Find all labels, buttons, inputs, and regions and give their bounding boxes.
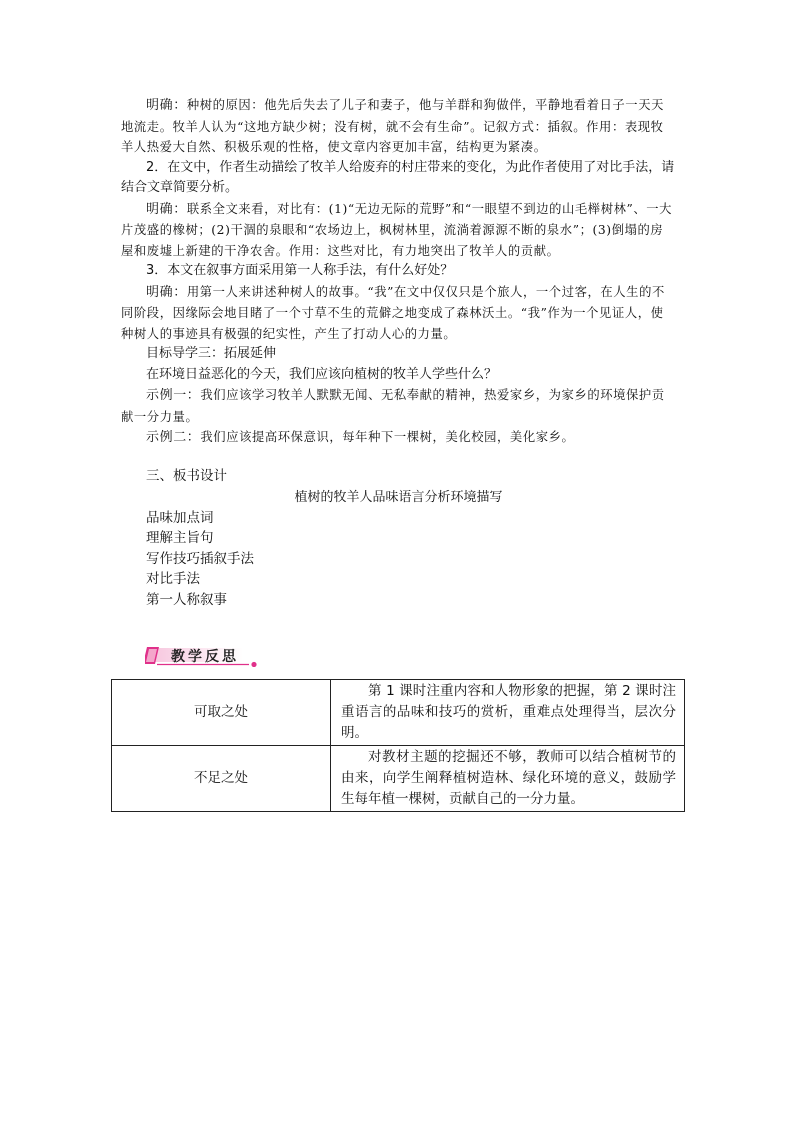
question-3: 3．本文在叙事方面采用第一人称手法，有什么好处？ <box>146 263 454 278</box>
board-center-line: 植树的牧羊人品味语言分析环境描写 <box>294 489 503 505</box>
row-label: 可取之处 <box>112 680 331 746</box>
row-text: 对教材主题的挖掘还不够，教师可以结合植树节的由来，向学生阐释植树造林、绿化环境的意义，鼓励学生每年植一棵树，贡献自己的一分力量。 <box>331 746 685 812</box>
example-label: 示例一： <box>146 388 201 403</box>
board-item: 对比手法 <box>146 571 200 587</box>
row-text: 第 1 课时注重内容和人物形象的把握，第 2 课时注重语言的品味和技巧的赏析，重难点处理得当，层次分明。 <box>331 680 685 746</box>
answer-label: 明确： <box>146 201 187 217</box>
example-label: 示例二： <box>146 430 201 445</box>
reflection-table <box>111 679 685 812</box>
question-2: 2．在文中，作者生动描绘了牧羊人给废弃的村庄带来的变化，为此作者使用了对比手法，请结合文章简要分析。 <box>121 159 675 195</box>
example-1 <box>121 385 676 427</box>
answer-text: 用第一人来讲述种树人的故事。“我”在文中仅仅只是个旅人，一个过客，在人生的不同阶段，因缘际会地目睹了一个寸草不生的荒僻之地变成了森林沃土。“我”作为一个见证人，使种树人的事迹具有极强的纪实性，产生了打动人心的力量。 <box>121 284 665 341</box>
example-text: 我们应该提高环保意识，每年种下一棵树，美化校园，美化家乡。 <box>200 430 575 444</box>
board-item: 理解主旨句 <box>146 530 214 546</box>
table-row <box>112 746 685 812</box>
row-label: 不足之处 <box>112 746 331 812</box>
q3-answer <box>121 282 676 345</box>
answer-label: 明确： <box>146 98 187 113</box>
teaching-reflection-banner <box>145 645 263 667</box>
board-item: 写作技巧插叙手法 <box>146 550 254 567</box>
board-item: 品味加点词 <box>146 509 214 526</box>
answer-text: 联系全文来看，对比有：(1)“无边无际的荒野”和“一眼望不到边的山毛榉树林”、一大片茂盛的橡树；(2)干涸的泉眼和“农场边上，枫树林里，流淌着源源不断的泉水”；(3)倒塌的房屋和废墟上新建的干净农舍。作用：这些对比，有力地突出了牧羊人的贡献。 <box>121 201 673 258</box>
example-text: 我们应该学习牧羊人默默无闻、无私奉献的精神，热爱家乡，为家乡的环境保护贡献一分力量。 <box>121 388 665 424</box>
q1-answer <box>121 95 676 158</box>
banner-title: 教学反思 <box>171 649 239 665</box>
board-design-title: 三、板书设计 <box>146 467 227 484</box>
answer-label: 明确： <box>146 284 187 300</box>
example-2 <box>121 427 676 449</box>
q2-answer <box>121 199 676 262</box>
board-item: 第一人称叙事 <box>146 591 227 608</box>
main-content <box>121 95 676 610</box>
guide-3-title: 目标导学三：拓展延伸 <box>146 346 277 361</box>
table-row <box>112 680 685 746</box>
answer-text: 种树的原因：他先后失去了儿子和妻子，他与羊群和狗做伴，平静地看着日子一天天地流走。牧羊人认为“这地方缺少树；没有树，就不会有生命”。记叙方式：插叙。作用：表现牧羊人热爱大自然、积极乐观的性格，使文章内容更加丰富，结构更为紧凑。 <box>121 98 664 154</box>
guide-3-question: 在环境日益恶化的今天，我们应该向植树的牧羊人学些什么？ <box>146 366 498 382</box>
